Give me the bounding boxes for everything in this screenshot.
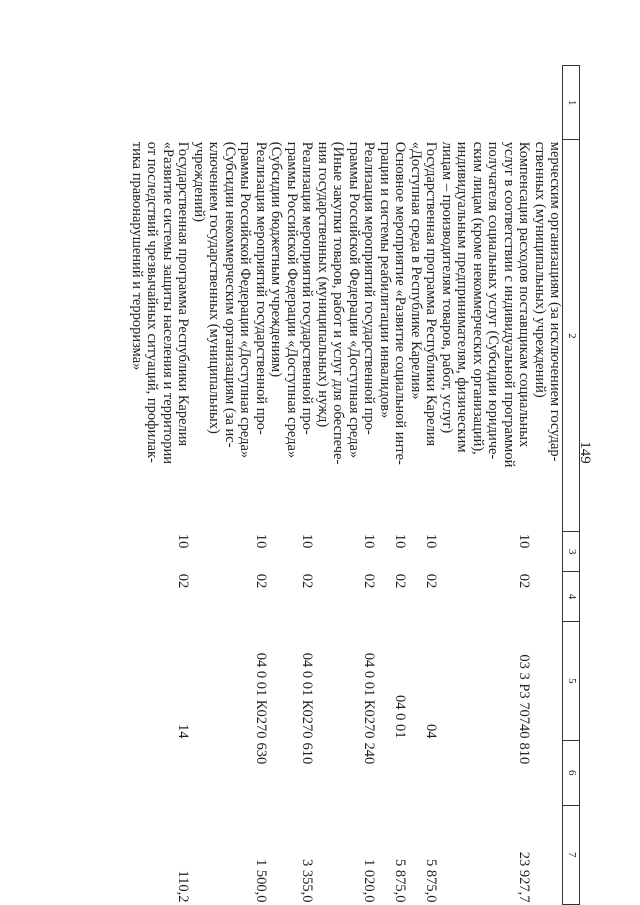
row-target-cell: 04 0 01 bbox=[392, 695, 409, 739]
row-number-cell bbox=[315, 66, 377, 140]
row-name-line: индивидуальным предпринимателям, физическим bbox=[454, 141, 471, 453]
row-number-cell bbox=[439, 66, 532, 140]
row-number-cell bbox=[408, 66, 439, 140]
row-amount-cell bbox=[532, 805, 564, 904]
row-expense-cell bbox=[377, 741, 408, 806]
row-name-line: Основное мероприятие «Развитие социальной инте- bbox=[392, 141, 409, 465]
row-section-cell: 02 bbox=[392, 573, 409, 589]
row-amount-cell: 1 500,0 bbox=[253, 859, 269, 903]
row-name-cell bbox=[408, 140, 439, 532]
row-name-line: ключением государственных (муниципальных) bbox=[206, 141, 223, 434]
row-chapter-cell bbox=[532, 532, 564, 572]
row-name-cell bbox=[315, 140, 377, 532]
row-chapter-cell: 10 bbox=[392, 533, 409, 549]
row-chapter-cell: 10 bbox=[175, 533, 192, 549]
row-amount-cell: 3 355,0 bbox=[299, 859, 316, 903]
row-name-cell bbox=[129, 140, 191, 532]
row-name-line: услуг в соответствии с индивидуальной программой bbox=[501, 141, 517, 468]
row-expense-cell: 630 bbox=[253, 742, 269, 765]
row-target-cell: 14 bbox=[175, 724, 192, 739]
table-row bbox=[439, 66, 532, 905]
row-name-line: «Развитие системы защиты населения и территории bbox=[160, 141, 176, 465]
row-number-cell bbox=[191, 66, 269, 140]
row-name-line: от последствий чрезвычайных ситуаций, профилак- bbox=[144, 141, 161, 463]
column-number-row bbox=[563, 66, 580, 905]
row-chapter-cell: 10 bbox=[423, 533, 440, 549]
row-target-cell: 03 3 Р3 70740 bbox=[516, 654, 533, 739]
row-target-cell: 04 0 01 К0270 bbox=[253, 652, 269, 739]
row-name-line: граммы Российской Федерации «Доступная среда» bbox=[237, 141, 254, 459]
row-target-cell: 04 0 01 К0270 bbox=[361, 652, 378, 739]
row-name-line: Реализация мероприятий государственной про- bbox=[253, 141, 269, 435]
budget-table bbox=[129, 65, 581, 905]
column-number-5: 5 bbox=[563, 621, 580, 740]
row-section-cell: 02 bbox=[516, 573, 533, 589]
column-number-2: 2 bbox=[563, 140, 580, 532]
column-number-1: 1 bbox=[563, 66, 580, 140]
row-section-cell: 02 bbox=[361, 573, 378, 589]
table-body bbox=[129, 66, 564, 905]
row-name-line: Реализация мероприятий государственной про- bbox=[299, 141, 316, 435]
row-chapter-cell: 10 bbox=[253, 533, 269, 549]
row-number-cell bbox=[377, 66, 408, 140]
row-name-line: тика правонарушений и терроризма» bbox=[129, 141, 145, 371]
row-name-line: мерческим организациям (за исключением государ- bbox=[547, 141, 564, 462]
row-name-line: Государственная программа Республики Карелия bbox=[423, 141, 440, 447]
row-section-cell: 02 bbox=[253, 573, 269, 589]
row-expense-cell: 610 bbox=[299, 742, 316, 765]
row-name-line: ственных (муниципальных) учреждений) bbox=[532, 141, 548, 398]
row-name-cell bbox=[268, 140, 315, 532]
row-name-line: (Субсидии бюджетным учреждениям) bbox=[268, 141, 285, 378]
row-section-cell bbox=[532, 572, 564, 622]
row-expense-cell: 240 bbox=[361, 742, 378, 765]
table-row bbox=[191, 66, 269, 905]
row-name-line: грации и системы реабилитации инвалидов» bbox=[377, 141, 393, 419]
row-amount-cell: 110,2 bbox=[175, 870, 192, 903]
row-expense-cell bbox=[408, 741, 439, 806]
row-target-cell bbox=[532, 621, 564, 740]
row-amount-cell: 5 875,0 bbox=[423, 859, 440, 903]
row-amount-cell: 5 875,0 bbox=[392, 859, 409, 903]
row-chapter-cell: 10 bbox=[361, 533, 378, 549]
row-name-cell bbox=[191, 140, 269, 532]
row-chapter-cell: 10 bbox=[516, 533, 533, 549]
row-expense-cell bbox=[532, 741, 564, 806]
row-name-line: лицам – производителям товаров, работ, услуг) bbox=[439, 141, 455, 434]
row-name-line: граммы Российской Федерации «Доступная среда» bbox=[346, 141, 362, 459]
row-number-cell bbox=[532, 66, 564, 140]
row-name-line: получателя социальных услуг (Субсидии юридиче- bbox=[485, 141, 502, 460]
row-amount-cell: 23 927,7 bbox=[516, 851, 533, 903]
row-amount-cell: 1 020,0 bbox=[361, 859, 378, 903]
row-name-cell bbox=[439, 140, 532, 532]
row-chapter-cell: 10 bbox=[299, 533, 316, 549]
row-name-line: Компенсация расходов поставщикам социальных bbox=[516, 141, 533, 448]
row-section-cell: 02 bbox=[299, 573, 316, 589]
table-row bbox=[377, 66, 408, 905]
row-name-line: Реализация мероприятий государственной про- bbox=[361, 141, 378, 435]
row-name-line: Государственная программа Республики Карелия bbox=[175, 141, 192, 447]
row-name-line: (Иные закупки товаров, работ и услуг для обеспече- bbox=[330, 141, 347, 465]
row-name-line: учреждений) bbox=[191, 141, 207, 222]
table-row bbox=[532, 66, 564, 905]
column-number-3: 3 bbox=[563, 532, 580, 572]
table-row bbox=[315, 66, 377, 905]
page-number: 149 bbox=[577, 441, 593, 464]
column-number-7: 7 bbox=[563, 805, 580, 904]
row-name-line: (Субсидии некоммерческим организациям (за ис- bbox=[222, 141, 238, 448]
table-row bbox=[268, 66, 315, 905]
column-number-4: 4 bbox=[563, 572, 580, 622]
row-target-cell: 04 bbox=[423, 724, 440, 739]
row-number-cell bbox=[268, 66, 315, 140]
row-name-line: ским лицам (кроме некоммерческих организаций), bbox=[470, 141, 486, 455]
row-expense-cell: 810 bbox=[516, 742, 533, 765]
row-name-line: граммы Российской Федерации «Доступная среда» bbox=[284, 141, 300, 459]
table-row bbox=[408, 66, 439, 905]
table-row bbox=[129, 66, 191, 905]
column-number-6: 6 bbox=[563, 741, 580, 806]
row-section-cell: 02 bbox=[423, 573, 440, 589]
row-target-cell: 04 0 01 К0270 bbox=[299, 652, 316, 739]
row-name-cell bbox=[532, 140, 564, 532]
row-section-cell: 02 bbox=[175, 573, 192, 589]
row-name-line: ния государственных (муниципальных) нужд) bbox=[315, 141, 331, 428]
row-name-line: «Доступная среда в Республике Карелия» bbox=[408, 141, 424, 400]
row-expense-cell bbox=[129, 741, 191, 806]
row-name-cell bbox=[377, 140, 408, 532]
row-number-cell bbox=[129, 66, 191, 140]
